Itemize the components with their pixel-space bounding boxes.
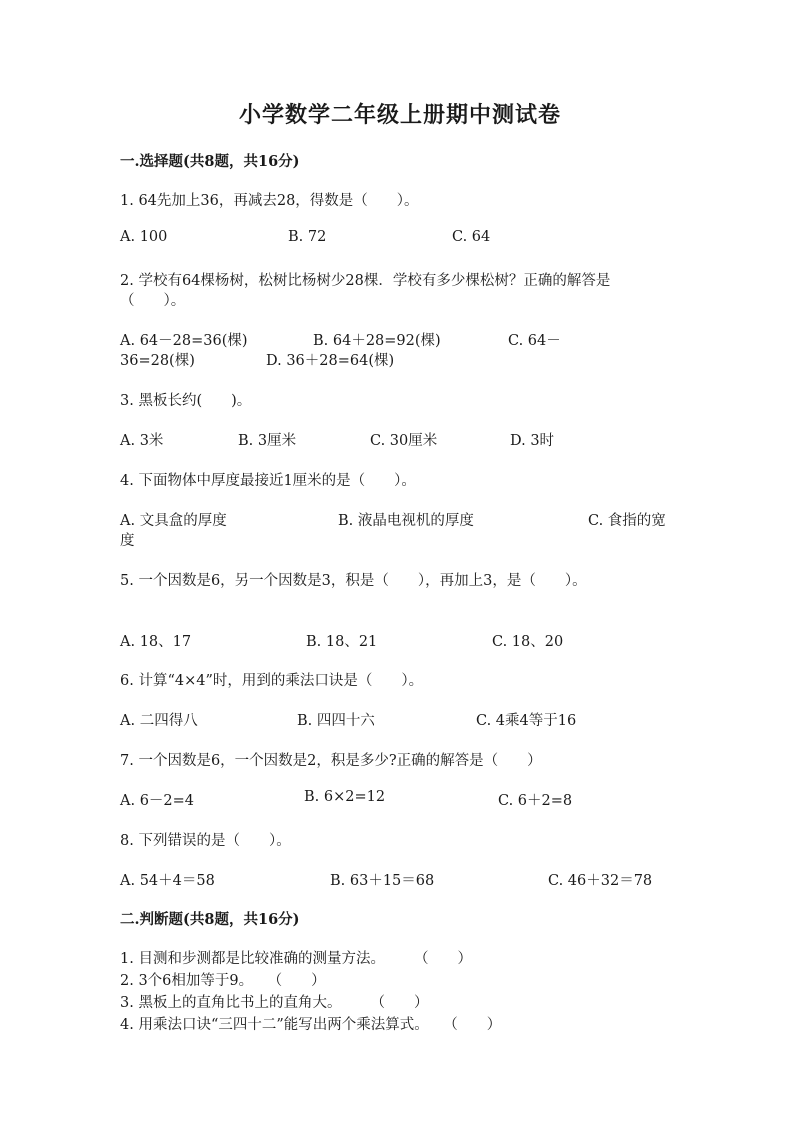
question-2-stem-line1: 2. 学校有64棵杨树，松树比杨树少28棵．学校有多少棵松树？正确的解答是 — [120, 273, 611, 289]
question-4-option-c-line1: C. 食指的宽 — [588, 513, 666, 529]
question-6-option-a: A. 二四得八 — [120, 713, 198, 729]
question-2-option-a: A. 64－28=36(棵) — [120, 333, 248, 349]
question-6-option-b: B. 四四十六 — [297, 713, 375, 729]
question-7-option-b: B. 6×2=12 — [304, 789, 386, 805]
question-6-option-c: C. 4乘4等于16 — [476, 713, 577, 729]
question-8-option-a: A. 54＋4＝58 — [120, 873, 215, 889]
question-4-stem: 4. 下面物体中厚度最接近1厘米的是（ ）。 — [120, 473, 416, 489]
question-1-stem: 1. 64先加上36，再减去28，得数是（ ）。 — [120, 193, 419, 209]
question-7-option-a: A. 6－2=4 — [120, 793, 195, 809]
question-3-option-b: B. 3厘米 — [238, 433, 297, 449]
question-7-stem: 7. 一个因数是6，一个因数是2，积是多少?正确的解答是（ ） — [120, 753, 542, 769]
page-title: 小学数学二年级上册期中测试卷 — [238, 102, 561, 128]
question-5-option-a: A. 18、17 — [120, 634, 192, 650]
section-heading-true-false: 二.判断题(共8题，共16分) — [120, 911, 300, 928]
question-8-option-c: C. 46＋32＝78 — [548, 873, 653, 889]
question-4-option-a: A. 文具盒的厚度 — [120, 513, 227, 529]
question-1-option-c: C. 64 — [452, 229, 491, 245]
question-2-option-c-line2: 36=28(棵) — [120, 353, 195, 369]
question-5-option-b: B. 18、21 — [306, 634, 378, 650]
section-heading-multiple-choice: 一.选择题(共8题，共16分) — [120, 153, 300, 170]
question-7-option-c: C. 6＋2=8 — [498, 793, 573, 809]
question-1-option-b: B. 72 — [288, 229, 327, 245]
question-8-stem: 8. 下列错误的是（ ）。 — [120, 833, 291, 849]
question-3-option-c: C. 30厘米 — [370, 433, 438, 449]
question-2-option-c-line1: C. 64－ — [508, 333, 561, 349]
question-3-option-d: D. 3时 — [510, 433, 555, 449]
question-4-option-c-line2: 度 — [120, 533, 135, 549]
judge-item-2: 2. 3个6相加等于9。 （ ） — [120, 973, 326, 989]
judge-item-1: 1. 目测和步测都是比较准确的测量方法。 （ ） — [120, 951, 472, 967]
question-4-option-b: B. 液晶电视机的厚度 — [338, 513, 474, 529]
question-3-stem: 3. 黑板长约( )。 — [120, 393, 252, 409]
question-5-stem: 5. 一个因数是6，另一个因数是3，积是（ ），再加上3，是（ ）。 — [120, 573, 587, 589]
question-6-stem: 6. 计算“4×4”时，用到的乘法口诀是（ ）。 — [120, 673, 424, 689]
judge-item-3: 3. 黑板上的直角比书上的直角大。 （ ） — [120, 995, 429, 1011]
question-2-option-b: B. 64＋28=92(棵) — [313, 333, 441, 349]
judge-item-4: 4. 用乘法口诀“三四十二”能写出两个乘法算式。 （ ） — [120, 1017, 502, 1033]
question-3-option-a: A. 3米 — [120, 433, 164, 449]
question-1-option-a: A. 100 — [120, 229, 168, 245]
question-2-stem-line2: （ ）。 — [120, 293, 186, 309]
question-2-option-d: D. 36＋28=64(棵) — [266, 353, 395, 369]
question-5-option-c: C. 18、20 — [492, 634, 564, 650]
question-8-option-b: B. 63＋15＝68 — [330, 873, 435, 889]
